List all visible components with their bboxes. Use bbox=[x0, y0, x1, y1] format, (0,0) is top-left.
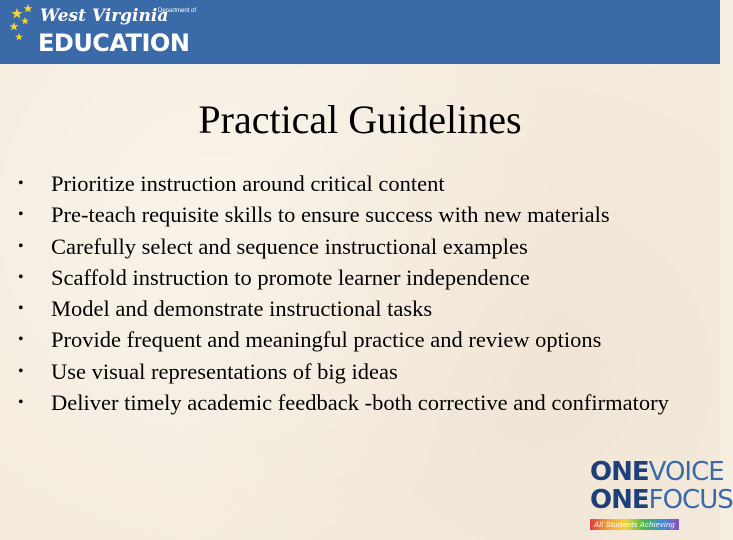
guidelines-list bbox=[18, 168, 708, 418]
list-item bbox=[18, 293, 708, 324]
list-item-text: Use visual representations of big ideas bbox=[51, 358, 398, 384]
wv-education-logo bbox=[8, 2, 197, 62]
list-item bbox=[18, 199, 708, 230]
slide-title: Practical Guidelines bbox=[198, 97, 522, 142]
bullet-icon: • bbox=[18, 206, 24, 224]
logo-line-voice: ONEVOICE bbox=[590, 457, 724, 487]
bullet-icon: • bbox=[18, 362, 24, 380]
bullet-icon: • bbox=[18, 268, 24, 286]
list-item bbox=[18, 231, 708, 262]
header-band bbox=[0, 0, 720, 64]
logo-education: EDUCATION bbox=[38, 29, 190, 57]
list-item-text: Pre-teach requisite skills to ensure success with new materials bbox=[51, 202, 610, 228]
list-item bbox=[18, 168, 708, 199]
list-item-text: Deliver timely academic feedback -both corrective and confirmatory bbox=[51, 390, 669, 416]
list-item bbox=[18, 387, 708, 418]
list-item-text: Provide frequent and meaningful practice and review options bbox=[51, 327, 602, 353]
list-item bbox=[18, 356, 708, 387]
bullet-icon: • bbox=[18, 175, 24, 192]
list-item bbox=[18, 262, 708, 293]
logo-line-focus: ONEFOCUS bbox=[590, 485, 733, 515]
list-item-text: Carefully select and sequence instructional examples bbox=[51, 233, 528, 259]
logo-department: Department of bbox=[158, 8, 197, 14]
list-item-text: Prioritize instruction around critical content bbox=[51, 171, 445, 196]
one-voice-one-focus-logo bbox=[590, 457, 733, 529]
bullet-icon: • bbox=[18, 237, 24, 255]
list-item-text: Model and demonstrate instructional tasks bbox=[51, 296, 433, 322]
list-item-text: Scaffold instruction to promote learner independence bbox=[51, 264, 530, 290]
logo-tagline: All Students Achieving bbox=[590, 519, 679, 530]
bullet-icon: • bbox=[18, 394, 24, 412]
bullet-icon: • bbox=[18, 300, 24, 318]
list-item bbox=[18, 324, 708, 355]
bullet-icon: • bbox=[18, 331, 24, 349]
logo-state-name: West Virginia bbox=[40, 6, 169, 26]
